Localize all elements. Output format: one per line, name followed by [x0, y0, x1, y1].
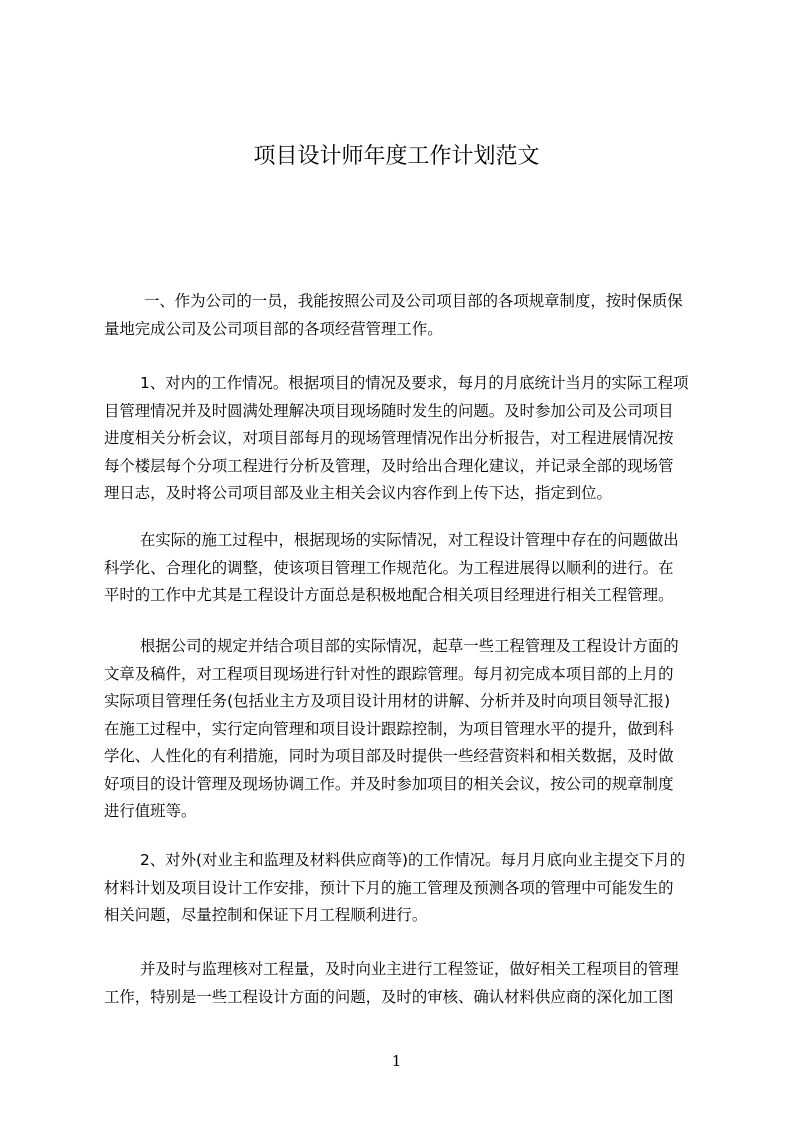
- page-number: 1: [391, 1052, 402, 1070]
- paragraph-line: 实际项目管理任务(包括业主方及项目设计用材的讲解、分析并及时向项目领导汇报): [104, 692, 671, 710]
- paragraph-line: 学化、人性化的有利措施，同时为项目部及时提供一些经营资料和相关数据，及时做: [104, 747, 674, 765]
- paragraph-line: 平时的工作中尤其是工程设计方面总是积极地配合相关项目经理进行相关工程管理。: [104, 586, 674, 604]
- paragraph-line: 在实际的施工过程中，根据现场的实际情况，对工程设计管理中存在的问题做出: [140, 531, 679, 549]
- paragraph-line: 一、作为公司的一员，我能按照公司及公司项目部的各项规章制度，按时保质保: [144, 292, 683, 310]
- paragraph-line: 根据公司的规定并结合项目部的实际情况，起草一些工程管理及工程设计方面的: [140, 637, 679, 655]
- paragraph-line: 文章及稿件，对工程项目现场进行针对性的跟踪管理。每月初完成本项目部的上月的: [104, 664, 674, 683]
- paragraph-line: 每个楼层每个分项工程进行分析及管理，及时给出合理化建议，并记录全部的现场管: [104, 456, 674, 475]
- paragraph-line: 目管理情况并及时圆满处理解决项目现场随时发生的问题。及时参加公司及公司项目: [104, 401, 674, 420]
- paragraph-line: 科学化、合理化的调整，使该项目管理工作规范化。为工程进展得以顺利的进行。在: [104, 558, 674, 577]
- paragraph: [104, 956, 704, 1011]
- paragraph-line: 工作，特别是一些工程设计方面的问题，及时的审核、确认材料供应商的深化加工图: [104, 987, 674, 1006]
- paragraph-line: 并及时与监理核对工程量，及时向业主进行工程签证，做好相关工程项目的管理: [140, 960, 679, 978]
- paragraph-line: 材料计划及项目设计工作安排，预计下月的施工管理及预测各项的管理中可能发生的: [104, 878, 674, 897]
- paragraph-line: 相关问题，尽量控制和保证下月工程顺利进行。: [104, 906, 428, 924]
- paragraph-line: 1、对内的工作情况。根据项目的情况及要求，每月的月底统计当月的实际工程项: [140, 374, 689, 392]
- paragraph: [104, 527, 704, 610]
- paragraph: [104, 847, 704, 930]
- paragraph: [104, 370, 704, 508]
- paragraph-line: 进行值班等。: [104, 802, 197, 820]
- paragraph-line: 量地完成公司及公司项目部的各项经营管理工作。: [104, 319, 443, 338]
- paragraph-line: 理日志，及时将公司项目部及业主相关会议内容作到上传下达，指定到位。: [104, 484, 612, 502]
- document-title: 项目设计师年度工作计划范文: [253, 144, 540, 169]
- paragraph-line: 在施工过程中，实行定向管理和项目设计跟踪控制，为项目管理水平的提升，做到科: [104, 719, 674, 738]
- paragraph-line: 2、对外(对业主和监理及材料供应商等)的工作情况。每月月底向业主提交下月的: [140, 851, 686, 869]
- paragraph-line: 好项目的设计管理及现场协调工作。并及时参加项目的相关会议，按公司的规章制度: [104, 774, 674, 793]
- paragraph-line: 进度相关分析会议，对项目部每月的现场管理情况作出分析报告，对工程进展情况按: [104, 429, 674, 447]
- paragraph: [104, 288, 704, 343]
- paragraph: [104, 633, 704, 826]
